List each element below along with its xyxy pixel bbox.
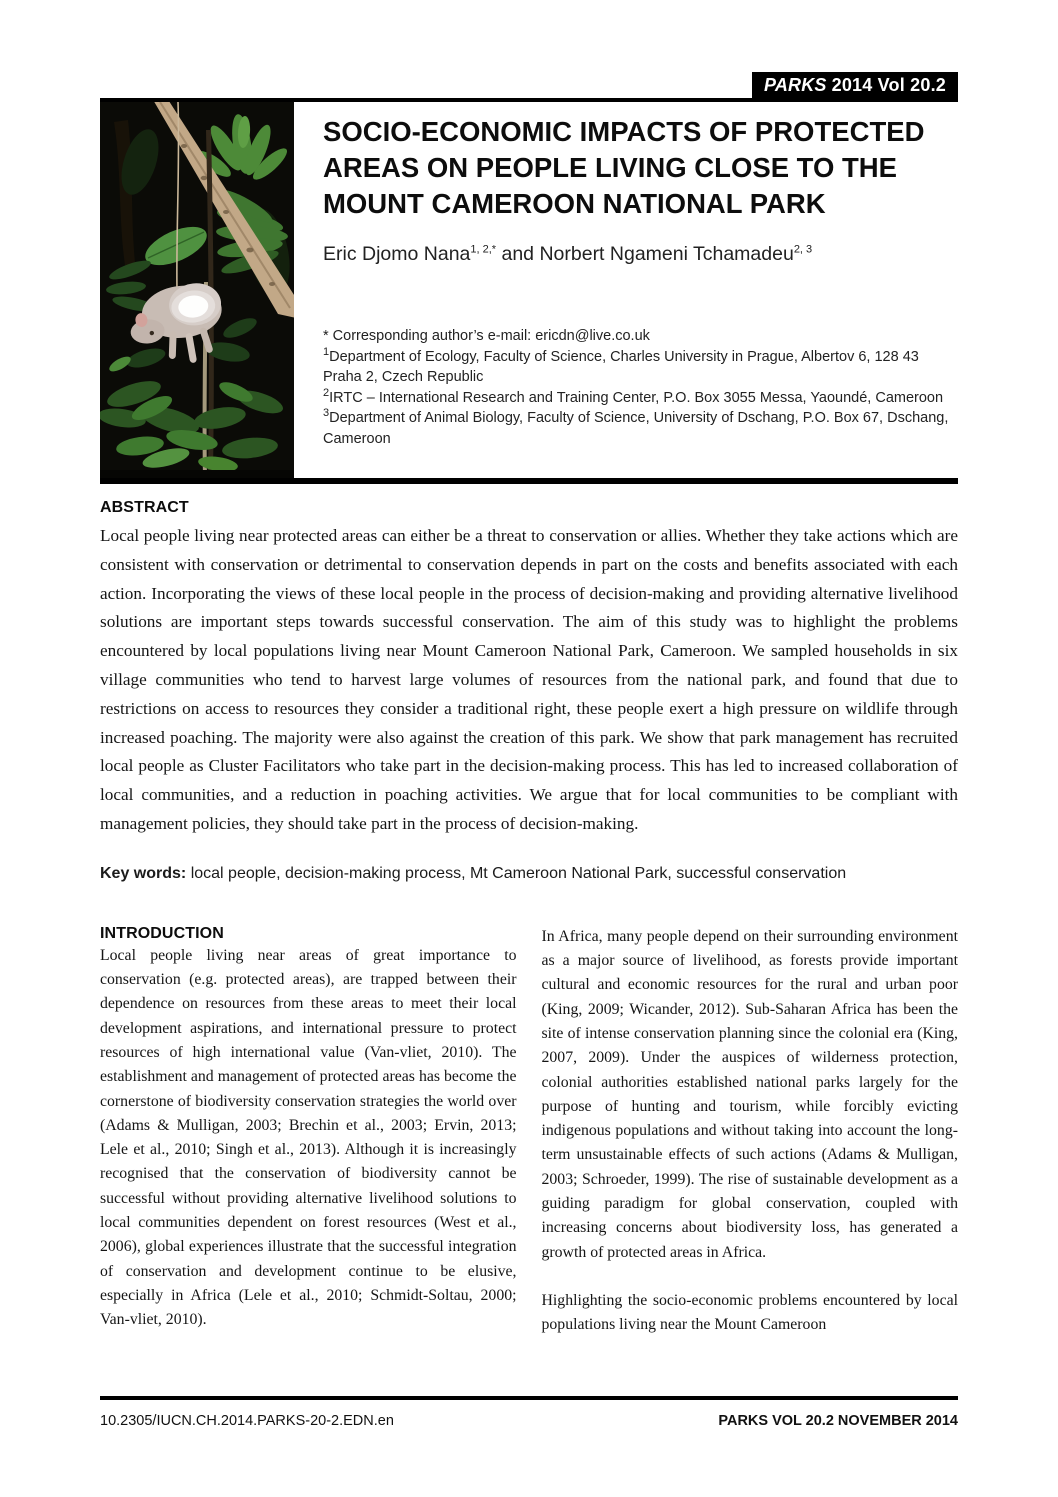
introduction-columns [100,925,958,1338]
footer-journal-text: PARKS VOL 20.2 NOVEMBER 2014 [718,1413,958,1429]
author-1: Eric Djomo Nana [323,243,471,265]
right-column [542,925,959,1338]
author-2: Norbert Ngameni Tchamadeu [539,243,794,265]
keywords-label: Key words: [100,864,187,882]
journal-issue: 2014 Vol 20.2 [831,75,946,95]
page-title: SOCIO-ECONOMIC IMPACTS OF PROTECTED AREAS ON PEOPLE LIVING CLOSE TO THE MOUNT CAMEROON NATIONAL PARK [323,116,925,219]
banner-row [100,72,958,98]
affiliation-text: * Corresponding author’s e-mail: ericdn@live.co.uk [323,328,650,344]
journal-name: PARKS [763,75,827,95]
introduction-left-paragraph: Local people living near areas of great importance to conservation (e.g. protected areas), are trapped between their dependence on resources from these areas to meet their local development aspirations, and international pressure to protect resources of high international value (Van-vliet, 2010). The establishment and management of protected areas has become the cornerstone of biodiversity conservation strategies the world over (Adams & Mulligan, 2003; Brechin et al., 2003; Ervin, 2013; Lele et al., 2010; Singh et al., 2013). Although it is increasingly recognised that the conservation of biodiversity cannot be successful without providing alternative livelihood solutions to local communities dependent on forest resources (West et al., 2006), global experiences illustrate that the successful integration of conservation and development continue to be elusive, especially in Africa (Lele et al., 2010; Schmidt-Soltau, 2000; Van-vliet, 2010). [100,946,517,1329]
author-line [323,243,958,266]
affiliation-text: Department of Animal Biology, Faculty of Science, University of Dschang, P.O. Box 67, Dschang, Cameroon [323,410,949,447]
abstract-heading: ABSTRACT [100,499,189,516]
affiliation-1: $^1$Department of Ecology, Faculty of Science, Charles University in Prague, Albertov 6, 128 43 Praha 2, Czech Republic [323,345,919,385]
article-photo [100,102,294,478]
footer-rule [100,1396,958,1400]
doi-text: 10.2305/IUCN.CH.2014.PARKS-20-2.EDN.en [100,1413,394,1429]
affiliation-3: $^3$Department of Animal Biology, Faculty of Science, University of Dschang, P.O. Box 67, Dschang, Cameroon [323,407,949,447]
introduction-heading: INTRODUCTION [100,924,224,942]
header-text [294,102,958,478]
corresponding-author-line [323,326,958,347]
author-1-superscript: 1, 2,* [470,243,497,256]
footer-row [100,1413,958,1429]
introduction-right-paragraph-2: Highlighting the socio-economic problems encountered by local populations living near the Mount Cameroon [541,1291,958,1334]
abstract-body: Local people living near protected areas can either be a threat to conservation or allies. Whether they take actions which are consistent with conservation or detrimental to conservation depends in part on the costs and benefits associated with each action. Incorporating the views of these local people in the process of decision-making and providing alternative livelihood solutions are important steps towards successful conservation. The aim of this study was to highlight the problems encountered by local populations living near Mount Cameroon National Park, Cameroon. We sampled households in six village communities who tend to harvest large volumes of resources from the national park, and found that due to restrictions on access to resources they consider a traditional right, these people exert a high pressure on wildlife through increased poaching. The majority were also against the creation of this park. We show that park management has recruited local people as Cluster Facilitators who take part in the decision-making process. This has led to increased collaboration of local communities, and a reduction in poaching activities. We argue that for local communities to be compliant with management policies, they should take part in the process of decision-making. [100,526,958,833]
journal-banner [752,72,958,98]
affiliation-2: $^2$IRTC – International Research and Training Center, P.O. Box 3055 Messa, Yaoundé, Cameroon [323,386,944,406]
introduction-right-paragraph-1: In Africa, many people depend on their surrounding environment as a major source of livelihood, as forests provide important cultural and economic resources for the rural and urban poor (King, 2009; Wicander, 2012). Sub-Saharan Africa has been the site of intense conservation planning since the colonial era (King, 2007, 2009). Under the auspices of wilderness protection, colonial authorities established national parks largely for the purpose of hunting and tourism, while forcibly evicting indigenous populations and without taking into account the long-term unsustainable effects of such actions (Adams & Mulligan, 2003; Schroeder, 1999). The rise of sustainable development as a guiding paradigm for global conservation, coupled with increasing concerns about biodiversity loss, has generated a growth of protected areas in Africa. [541,927,958,1261]
keywords-text: local people, decision-making process, Mt Cameroon National Park, successful conservation [186,864,847,882]
affiliation-text: IRTC – International Research and Training Center, P.O. Box 3055 Messa, Yaoundé, Cameroon [329,389,944,406]
left-column [100,925,517,1338]
affiliation-text: Department of Ecology, Faculty of Science, Charles University in Prague, Albertov 6, 128 43 Praha 2, Czech Republic [323,348,919,385]
authors-joiner: and [496,243,540,265]
author-2-superscript: 2, 3 [793,243,813,256]
page-footer [100,1396,958,1429]
section-divider-bar [100,478,958,484]
affiliations-block [323,326,958,449]
forest-night-photo [100,102,294,478]
header-section [100,102,958,478]
keywords-line [100,865,958,883]
